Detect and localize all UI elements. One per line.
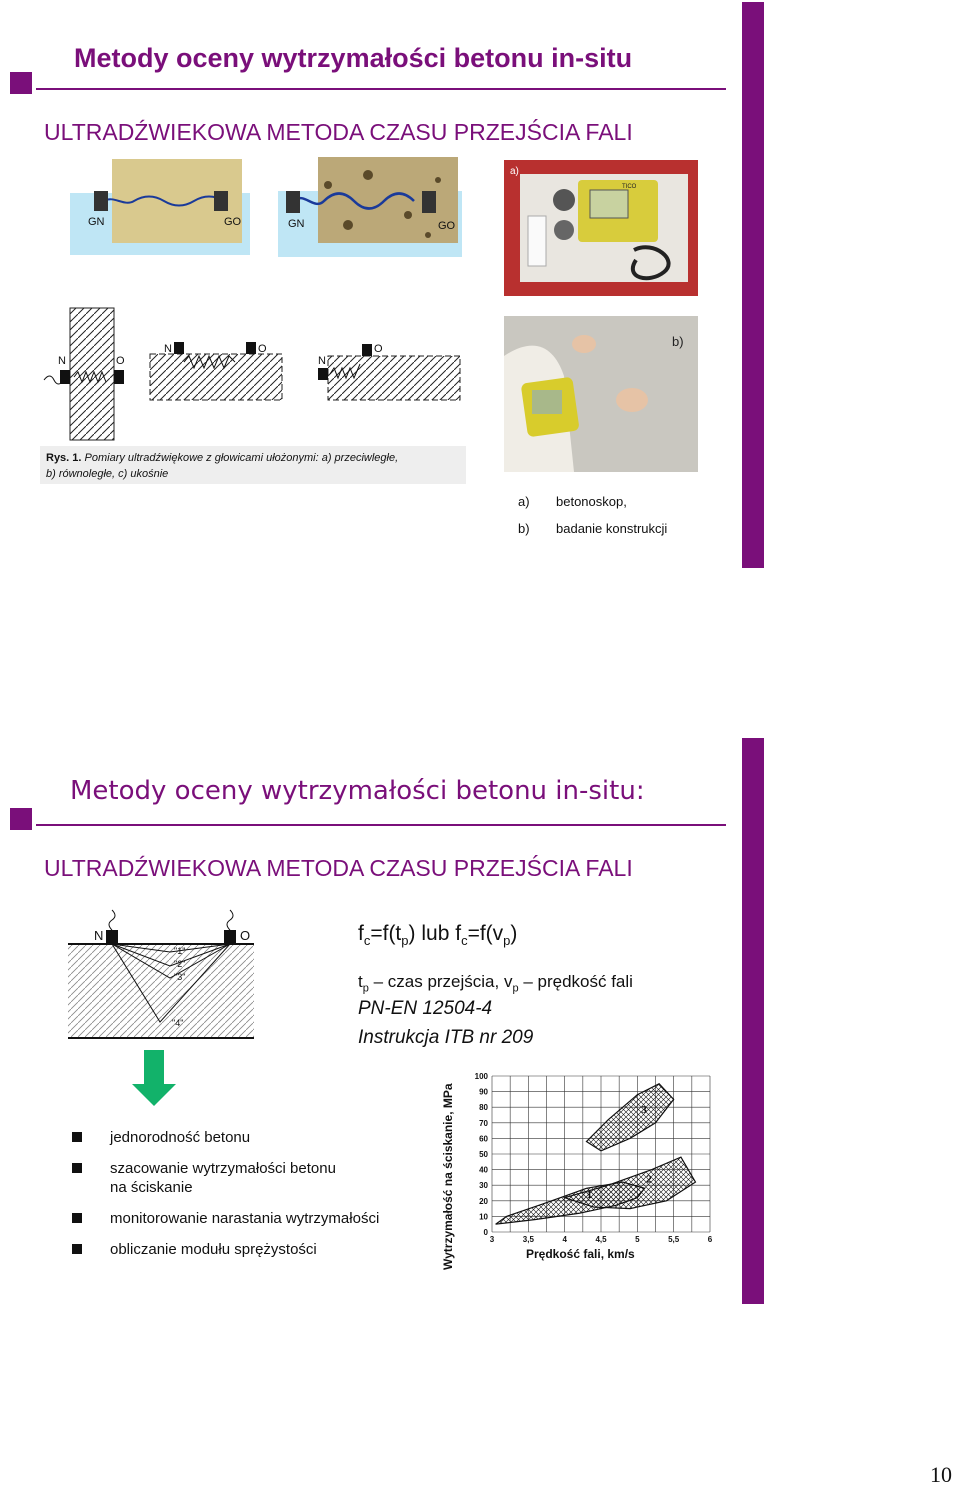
diagram-n: N	[94, 928, 104, 943]
y-tick-label: 100	[474, 1072, 488, 1081]
x-axis-label: Prędkość fali, km/s	[526, 1247, 635, 1261]
x-tick-label: 6	[707, 1235, 713, 1244]
legend-text-b: badanie konstrukcji	[556, 521, 668, 536]
itb-instruction-reference: Instrukcja ITB nr 209	[358, 1027, 534, 1048]
path-label-3: "3"	[174, 972, 186, 982]
y-tick-label: 40	[479, 1165, 488, 1175]
y-tick-label: 80	[479, 1103, 488, 1113]
y-tick-label: 90	[479, 1087, 488, 1097]
diagram-o: O	[240, 928, 251, 943]
go-label-2: GO	[438, 220, 456, 232]
applications-list	[72, 1128, 432, 1271]
y-tick-label: 20	[479, 1196, 488, 1206]
photo-a-brand: TICO	[622, 184, 637, 190]
caption-line-1: Pomiary ultradźwiękowe z głowicami ułożonymi: a) przeciwległe,	[84, 452, 399, 464]
photo-b-label: b)	[672, 334, 684, 349]
title-bullet-square	[10, 72, 32, 94]
list-item: szacowanie wytrzymałości betonu na ściskanie	[72, 1159, 340, 1197]
list-item: monitorowanie narastania wytrzymałości	[72, 1209, 432, 1228]
strength-velocity-chart	[436, 1062, 722, 1276]
wave-paths-diagram	[64, 904, 260, 1044]
norm-reference: PN-EN 12504-4	[358, 998, 493, 1019]
path-label-1: "1"	[174, 946, 186, 956]
y-tick-label: 10	[479, 1212, 488, 1222]
down-arrow-icon	[132, 1050, 176, 1108]
x-tick-label: 5,5	[668, 1235, 680, 1244]
placement-b-o: O	[258, 343, 267, 355]
series-label-3: 3	[641, 1103, 647, 1116]
y-tick-label: 50	[479, 1150, 488, 1159]
series-label-2: 2	[646, 1173, 652, 1186]
path-label-2: "2"	[174, 959, 186, 969]
photo-a-label: a)	[510, 166, 519, 177]
legend-key-b: b)	[518, 521, 530, 536]
legend-key-a: a)	[518, 494, 530, 509]
caption-rys-label: Rys. 1.	[46, 452, 82, 464]
series-area-3	[586, 1084, 673, 1151]
photo-betonoskop	[504, 160, 698, 296]
x-tick-label: 5	[635, 1235, 640, 1244]
placement-a-o: O	[116, 355, 125, 367]
y-tick-label: 30	[479, 1181, 488, 1191]
placement-a-n: N	[58, 355, 66, 367]
title-bullet-square-2	[10, 808, 32, 830]
slide1-subtitle: ULTRADŹWIEKOWA METODA CZASU PRZEJŚCIA FALI	[44, 119, 633, 145]
page-number: 10	[930, 1462, 952, 1487]
placement-c-o: O	[374, 343, 383, 355]
slide1-right-bar	[742, 2, 764, 568]
slide2-right-bar	[742, 738, 764, 1304]
placement-b-n: N	[164, 343, 172, 355]
gn-label-1: GN	[88, 216, 105, 228]
slide2-title-rule	[36, 824, 726, 826]
x-tick-label: 3,5	[522, 1235, 534, 1244]
slide1-title-rule	[36, 88, 726, 90]
y-tick-label: 0	[483, 1228, 488, 1237]
list-item: jednorodność betonu	[72, 1128, 432, 1147]
slide1-title: Metody oceny wytrzymałości betonu in-situ	[74, 43, 633, 73]
wave-path-figure	[68, 155, 466, 263]
y-tick-label: 60	[479, 1134, 488, 1144]
x-tick-label: 4,5	[595, 1235, 607, 1244]
x-tick-label: 4	[562, 1235, 567, 1244]
path-label-4: "4"	[172, 1018, 184, 1028]
slide2-subtitle: ULTRADŹWIEKOWA METODA CZASU PRZEJŚCIA FALI	[44, 855, 633, 881]
x-tick-label: 3	[489, 1235, 495, 1244]
photo-badanie-konstrukcji	[504, 316, 698, 472]
y-axis-label: Wytrzymałość na ściskanie, MPa	[441, 1083, 455, 1270]
caption-line-2: b) równoległe, c) ukośnie	[46, 468, 169, 480]
slide2-title: Metody oceny wytrzymałości betonu in-situ:	[70, 776, 645, 806]
legend-text-a: betonoskop,	[556, 494, 627, 509]
y-tick-label: 70	[479, 1118, 488, 1128]
transducer-placement-diagram	[38, 306, 466, 444]
formula: $f_c=f(t_p)$ lub $f_c=f(v_p)$	[358, 922, 518, 949]
placement-c-n: N	[318, 355, 326, 367]
variable-definitions: $t_p$ – czas przejścia, $v_p$ – prędkość fali	[358, 972, 633, 995]
go-label-1: GO	[224, 216, 242, 228]
gn-label-2: GN	[288, 218, 305, 230]
figure-caption	[40, 446, 466, 484]
list-item: obliczanie modułu sprężystości	[72, 1240, 432, 1259]
